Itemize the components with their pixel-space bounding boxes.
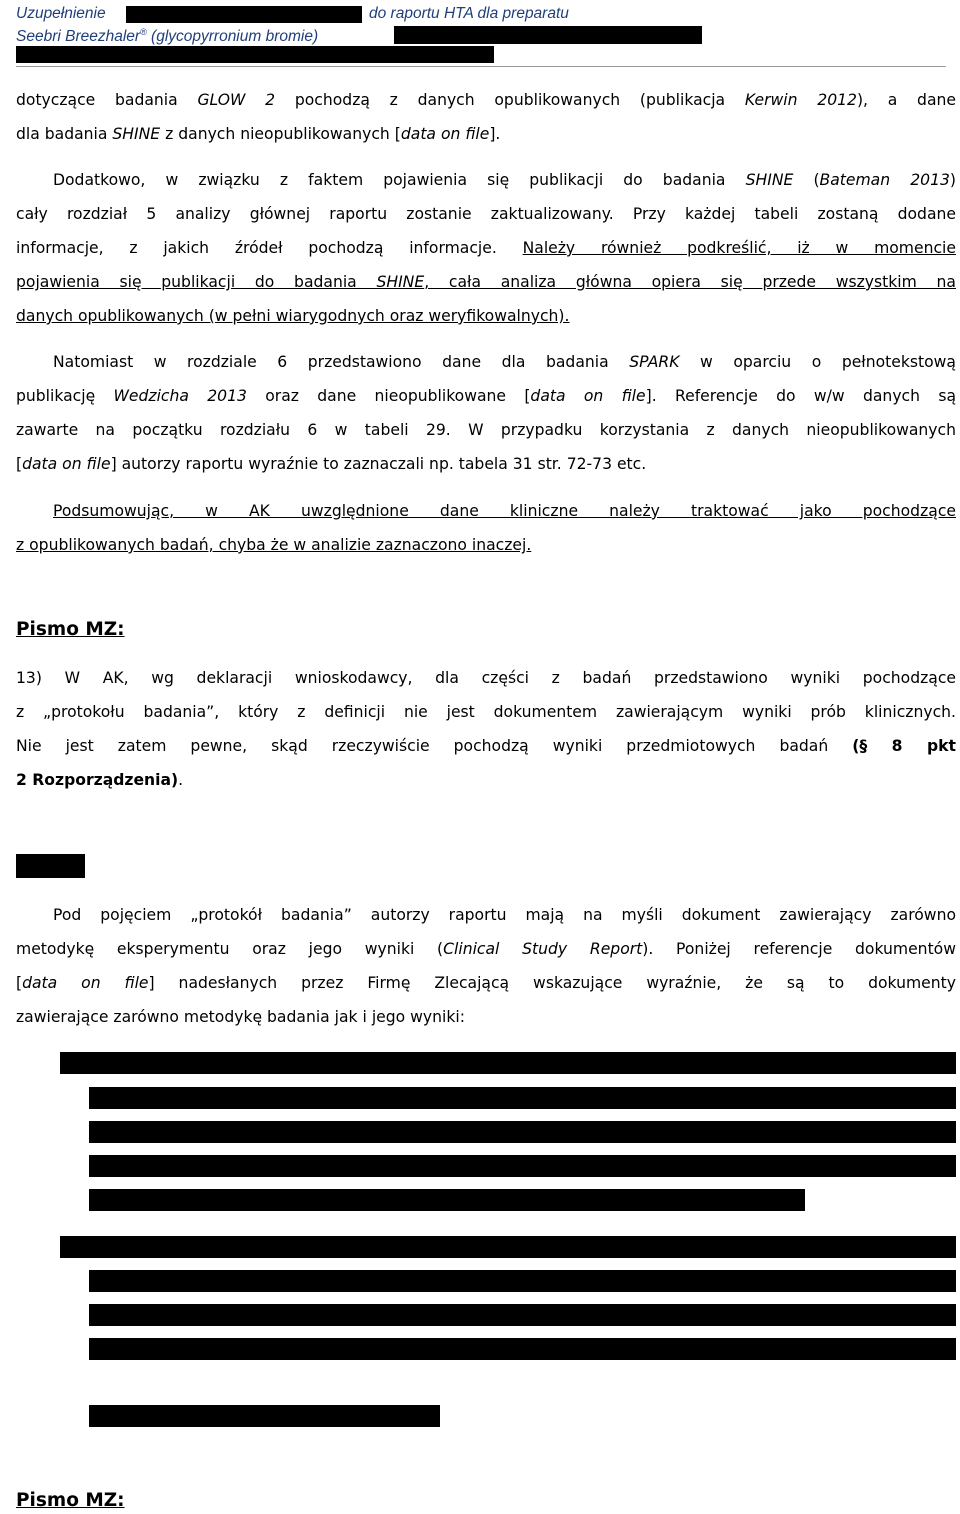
p2-line-4: pojawienia się publikacji do badania SHINE, cała analiza główna opiera się przede wszystkim na — [16, 273, 956, 291]
paragraph-1 — [16, 83, 956, 151]
p5-line-4: 2 Rozporządzenia). — [16, 771, 184, 789]
p2-line-5: danych opublikowanych (w pełni wiarygodnych oraz weryfikowalnych). — [16, 307, 570, 325]
redaction-list-1 — [60, 1052, 956, 1074]
redaction-header-1 — [126, 6, 362, 23]
paragraph-5 — [16, 661, 956, 797]
p1-line-2: dla badania SHINE z danych nieopublikowanych [data on file]. — [16, 125, 501, 143]
p2-line-2: cały rozdział 5 analizy głównej raportu zostanie zaktualizowany. Przy każdej tabeli zostaną dodane — [16, 205, 956, 223]
header-suffix: do raportu HTA dla preparatu — [369, 5, 569, 22]
redaction-list-7 — [89, 1270, 956, 1292]
heading-pismo-mz-2: Pismo MZ: — [16, 1490, 125, 1511]
p3-line-1: Natomiast w rozdziale 6 przedstawiono dane dla badania SPARK w oparciu o pełnotekstową — [53, 353, 956, 371]
header-prefix: Uzupełnienie — [16, 5, 106, 22]
header-suffix-container — [369, 5, 569, 23]
paragraph-3 — [16, 345, 956, 481]
redaction-list-8 — [89, 1304, 956, 1326]
p6-line-1: Pod pojęciem „protokół badania” autorzy raportu mają na myśli dokument zawierający zarówno — [53, 906, 956, 924]
redaction-list-5 — [89, 1189, 805, 1211]
p6-line-4: zawierające zarówno metodykę badania jak i jego wyniki: — [16, 1008, 465, 1026]
p6-line-3: [data on file] nadesłanych przez Firmę Zlecającą wskazujące wyraźnie, że są to dokumenty — [16, 974, 956, 992]
product-name: Seebri Breezhaler — [16, 28, 141, 46]
p5-line-3: Nie jest zatem pewne, skąd rzeczywiście pochodzą wyniki przedmiotowych badań (§ 8 pkt — [16, 737, 956, 755]
redaction-label — [16, 854, 85, 878]
substance-name: (glycopyrronium bromie) — [151, 28, 319, 46]
redaction-header-2 — [394, 26, 702, 44]
registered-mark: ® — [140, 27, 147, 37]
p2-line-3: informacje, z jakich źródeł pochodzą informacje. Należy również podkreślić, iż w momencie — [16, 239, 956, 257]
p6-line-2: metodykę eksperymentu oraz jego wyniki (Clinical Study Report). Poniżej referencje dokumentów — [16, 940, 956, 958]
p3-line-3: zawarte na początku rozdziału 6 w tabeli 29. W przypadku korzystania z danych nieopublikowanych — [16, 421, 956, 439]
p5-line-2: z „protokołu badania”, który z definicji nie jest dokumentem zawierającym wyniki prób klinicznych. — [16, 703, 956, 721]
p2-line-1: Dodatkowo, w związku z faktem pojawienia się publikacji do badania SHINE (Bateman 2013) — [53, 171, 957, 189]
p3-line-2: publikację Wedzicha 2013 oraz dane nieopublikowane [data on file]. Referencje do w/w danych są — [16, 387, 956, 405]
redaction-list-4 — [89, 1155, 956, 1177]
header-line-2 — [16, 27, 318, 46]
paragraph-6 — [16, 898, 956, 1034]
redaction-list-3 — [89, 1121, 956, 1143]
paragraph-2 — [16, 163, 956, 333]
heading-pismo-mz-1: Pismo MZ: — [16, 619, 125, 640]
p4-line-1: Podsumowując, w AK uwzględnione dane kliniczne należy traktować jako pochodzące — [53, 502, 956, 520]
p3-line-4: [data on file] autorzy raportu wyraźnie to zaznaczali np. tabela 31 str. 72-73 etc. — [16, 455, 647, 473]
header-line-1 — [16, 5, 106, 23]
redaction-header-3 — [16, 46, 494, 63]
p1-line-1: dotyczące badania GLOW 2 pochodzą z danych opublikowanych (publikacja Kerwin 2012), a dane — [16, 91, 956, 109]
redaction-list-2 — [89, 1087, 956, 1109]
paragraph-4 — [16, 494, 956, 562]
redaction-list-10 — [89, 1405, 440, 1427]
redaction-list-9 — [89, 1338, 956, 1360]
p5-line-1: 13) W AK, wg deklaracji wnioskodawcy, dla części z badań przedstawiono wyniki pochodzące — [16, 669, 956, 687]
header-rule — [16, 66, 946, 67]
p4-line-2: z opublikowanych badań, chyba że w analizie zaznaczono inaczej. — [16, 536, 532, 554]
redaction-list-6 — [60, 1236, 956, 1258]
